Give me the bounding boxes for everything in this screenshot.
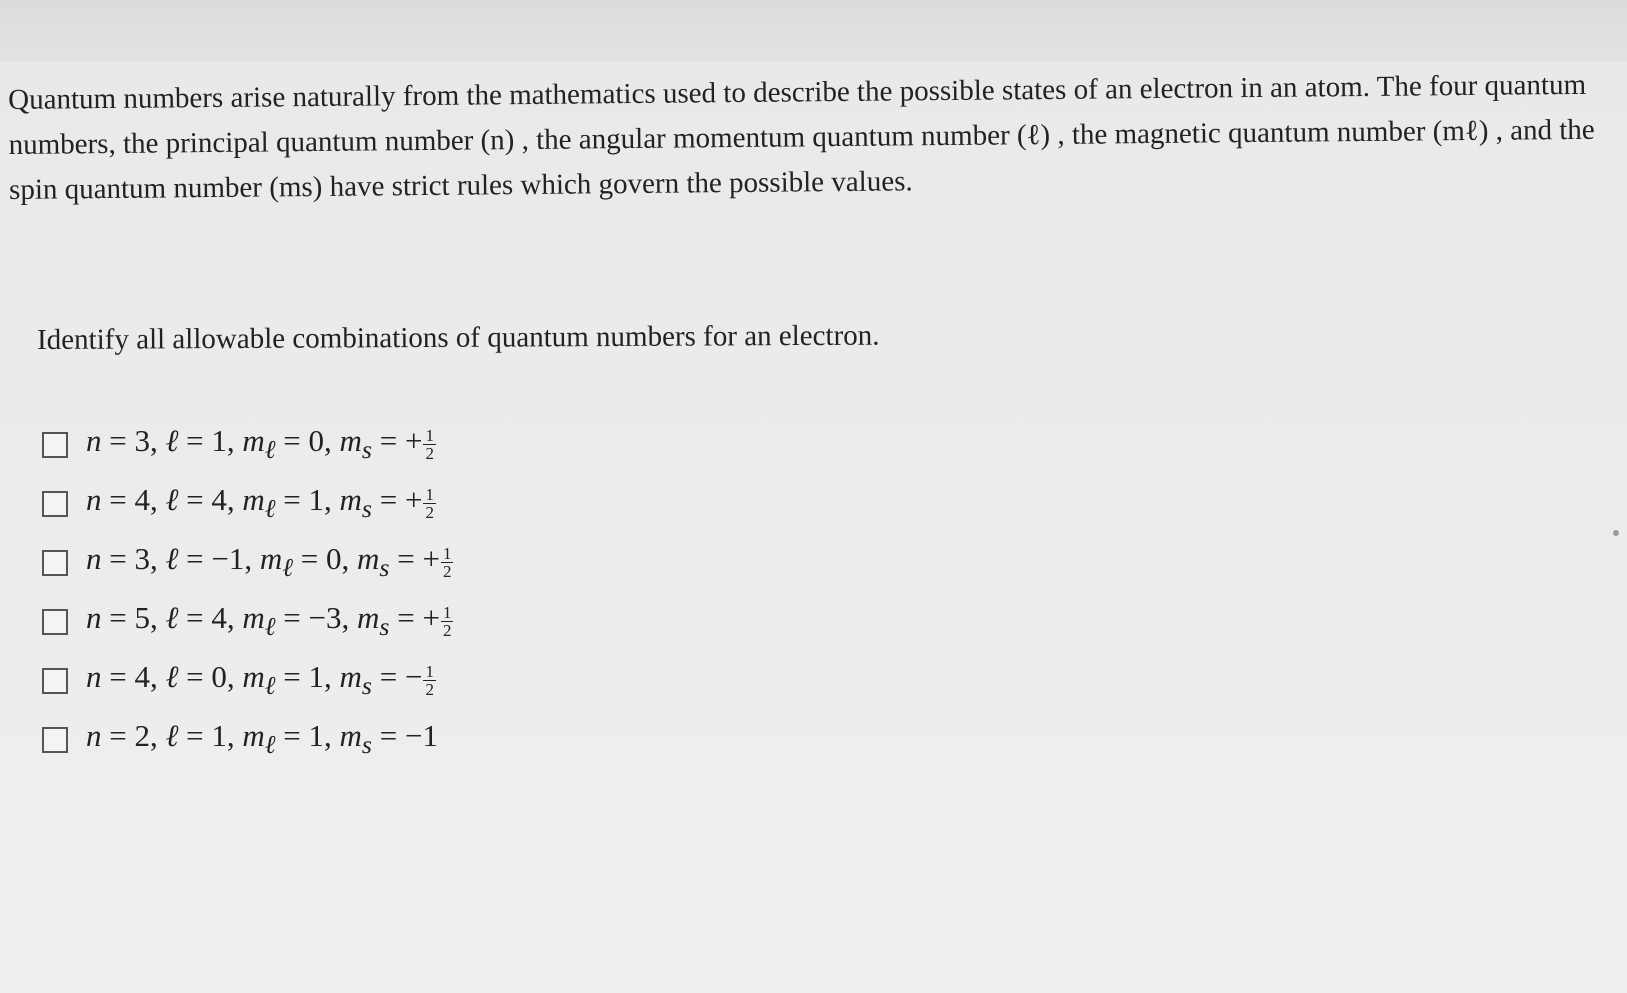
option-5-label: n = 4, ℓ = 0, $m_\ell = 1$, $m_s$ = − $\frac{1}{2}$ — [86, 659, 434, 701]
option-1-checkbox[interactable] — [42, 432, 68, 458]
option-4-checkbox[interactable] — [42, 609, 68, 635]
option-2-checkbox[interactable] — [42, 491, 68, 517]
question-intro: Quantum numbers arise naturally from the mathematics used to describe the possible states of an electron in an atom. The four quantum numbers, the principal quantum number (n) , the angular momentum quantum number (ℓ) , the magnetic quantum number (mℓ) , and the spin quantum number (ms) have strict rules which govern the possible values. — [8, 68, 1595, 206]
top-bar — [0, 0, 1627, 62]
option-2[interactable] — [42, 474, 453, 533]
option-5[interactable] — [42, 651, 453, 710]
option-6-label: n = 2, ℓ = 1, $m_\ell = 1$, $m_s = -1$ — [86, 718, 438, 760]
option-3-label: n = 3, ℓ = −1, $m_\ell = 0$, $m_s$ = + $\frac{1}{2}$ — [86, 541, 452, 583]
option-5-checkbox[interactable] — [42, 668, 68, 694]
option-3-checkbox[interactable] — [42, 550, 68, 576]
option-6-checkbox[interactable] — [42, 727, 68, 753]
option-4-label: n = 5, ℓ = 4, $m_\ell = -3$, $m_s$ = + $\frac{1}{2}$ — [86, 600, 452, 642]
scroll-indicator[interactable] — [1613, 530, 1619, 536]
question-prompt: Identify all allowable combinations of quantum numbers for an electron. — [37, 319, 880, 356]
option-3[interactable] — [42, 533, 453, 592]
option-1-label: n = 3, ℓ = 1, $m_\ell = 0$, $m_s$ = + $\frac{1}{2}$ — [86, 423, 434, 465]
option-2-label: n = 4, ℓ = 4, $m_\ell = 1$, $m_s$ = + $\frac{1}{2}$ — [86, 482, 434, 524]
answer-options — [42, 415, 453, 769]
option-6[interactable] — [42, 710, 453, 769]
option-4[interactable] — [42, 592, 453, 651]
option-1[interactable] — [42, 415, 453, 474]
